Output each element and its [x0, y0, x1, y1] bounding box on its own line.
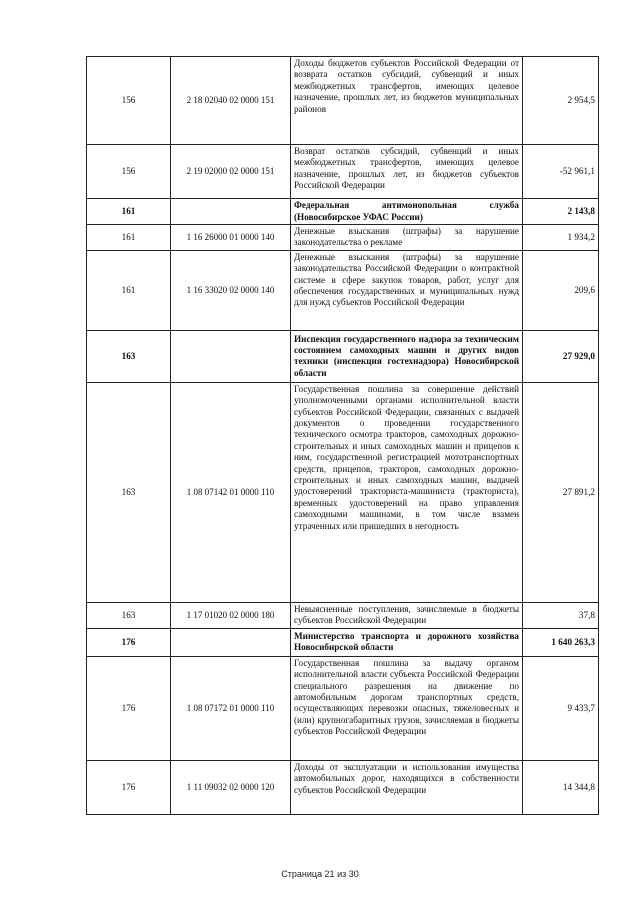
admin-code-cell: 176 — [87, 628, 171, 656]
revenue-name-cell: Государственная пошлина за совершение действий уполномоченными органами исполнительной власти субъектов Российской Федерации, связанных с выдачей документов о проведении государственного технического осмотра тракторов, самоходных дорожно-строительных и иных самоходных машин и прицепов к ним, государственной регистрацией мототранспортных средств, прицепов, тракторов, самоходных дорожно-строительных и иных самоходных машин, выдачей удостоверений тракториста-машиниста (тракториста), временных удостоверений на право управления самоходными машинами, в том числе взамен утраченных или пришедших в негодность — [291, 382, 523, 602]
admin-code-cell: 161 — [87, 225, 171, 251]
table-row-group-header — [87, 628, 599, 656]
budget-code-cell — [171, 628, 291, 656]
revenue-name-cell: Государственная пошлина за выдачу органом исполнительной власти субъекта Российской Федерации специального разрешения на движение по автомобильным дорогам транспортных средств, осуществляющих перевозки опасных, тяжеловесных и (или) крупногабаритных грузов, зачисляемая в бюджеты субъектов Российской Федерации — [291, 656, 523, 760]
table-row — [87, 760, 599, 814]
budget-code-cell: 1 08 07142 01 0000 110 — [171, 382, 291, 602]
amount-cell: 209,6 — [523, 250, 599, 330]
budget-code-cell: 2 18 02040 02 0000 151 — [171, 57, 291, 145]
revenue-name-cell: Невыясненные поступления, зачисляемые в бюджеты субъектов Российской Федерации — [291, 602, 523, 628]
revenue-name-cell: Доходы бюджетов субъектов Российской Федерации от возврата остатков субсидий, субвенций и иных межбюджетных трансфертов, имеющих целевое назначение, прошлых лет, из бюджетов муниципальных районов — [291, 57, 523, 145]
admin-code-cell: 176 — [87, 656, 171, 760]
amount-cell: 37,8 — [523, 602, 599, 628]
admin-code-cell: 163 — [87, 382, 171, 602]
admin-code-cell: 156 — [87, 145, 171, 199]
admin-code-cell: 176 — [87, 760, 171, 814]
table-row — [87, 656, 599, 760]
revenue-table — [86, 56, 599, 815]
budget-code-cell: 1 11 09032 02 0000 120 — [171, 760, 291, 814]
table-row — [87, 602, 599, 628]
revenue-name-cell: Инспекция государственного надзора за техническим состоянием самоходных машин и других видов техники (инспекция гостехнадзора) Новосибирской области — [291, 330, 523, 382]
revenue-table-body — [87, 57, 599, 815]
revenue-name-cell: Денежные взыскания (штрафы) за нарушение законодательства о рекламе — [291, 225, 523, 251]
amount-cell: 27 891,2 — [523, 382, 599, 602]
amount-cell: 1 640 263,3 — [523, 628, 599, 656]
table-row — [87, 57, 599, 145]
amount-cell: 1 934,2 — [523, 225, 599, 251]
budget-code-cell: 1 16 26000 01 0000 140 — [171, 225, 291, 251]
revenue-name-cell: Денежные взыскания (штрафы) за нарушение законодательства Российской Федерации о контрактной системе в сфере закупок товаров, работ, услуг для обеспечения государственных и муниципальных нужд для нужд субъектов Российской Федерации — [291, 250, 523, 330]
amount-cell: -52 961,1 — [523, 145, 599, 199]
page-number: Страница 21 из 30 — [281, 869, 359, 879]
admin-code-cell: 163 — [87, 602, 171, 628]
budget-code-cell — [171, 199, 291, 225]
revenue-name-cell: Министерство транспорта и дорожного хозяйства Новосибирской области — [291, 628, 523, 656]
table-row — [87, 225, 599, 251]
amount-cell: 2 143,8 — [523, 199, 599, 225]
revenue-name-cell: Федеральная антимонопольная служба (Новосибирское УФАС России) — [291, 199, 523, 225]
budget-code-cell: 1 08 07172 01 0000 110 — [171, 656, 291, 760]
budget-code-cell: 2 19 02000 02 0000 151 — [171, 145, 291, 199]
budget-code-cell — [171, 330, 291, 382]
revenue-name-cell: Возврат остатков субсидий, субвенций и иных межбюджетных трансфертов, имеющих целевое назначение, прошлых лет, из бюджетов субъектов Российской Федерации — [291, 145, 523, 199]
admin-code-cell: 161 — [87, 199, 171, 225]
amount-cell: 27 929,0 — [523, 330, 599, 382]
document-page — [86, 56, 598, 815]
admin-code-cell: 161 — [87, 250, 171, 330]
budget-code-cell: 1 16 33020 02 0000 140 — [171, 250, 291, 330]
table-row-group-header — [87, 330, 599, 382]
table-row — [87, 250, 599, 330]
revenue-name-cell: Доходы от эксплуатации и использования имущества автомобильных дорог, находящихся в собственности субъектов Российской Федерации — [291, 760, 523, 814]
amount-cell: 14 344,8 — [523, 760, 599, 814]
admin-code-cell: 156 — [87, 57, 171, 145]
table-row — [87, 382, 599, 602]
budget-code-cell: 1 17 01020 02 0000 180 — [171, 602, 291, 628]
admin-code-cell: 163 — [87, 330, 171, 382]
table-row-group-header — [87, 199, 599, 225]
amount-cell: 9 433,7 — [523, 656, 599, 760]
amount-cell: 2 954,5 — [523, 57, 599, 145]
table-row — [87, 145, 599, 199]
